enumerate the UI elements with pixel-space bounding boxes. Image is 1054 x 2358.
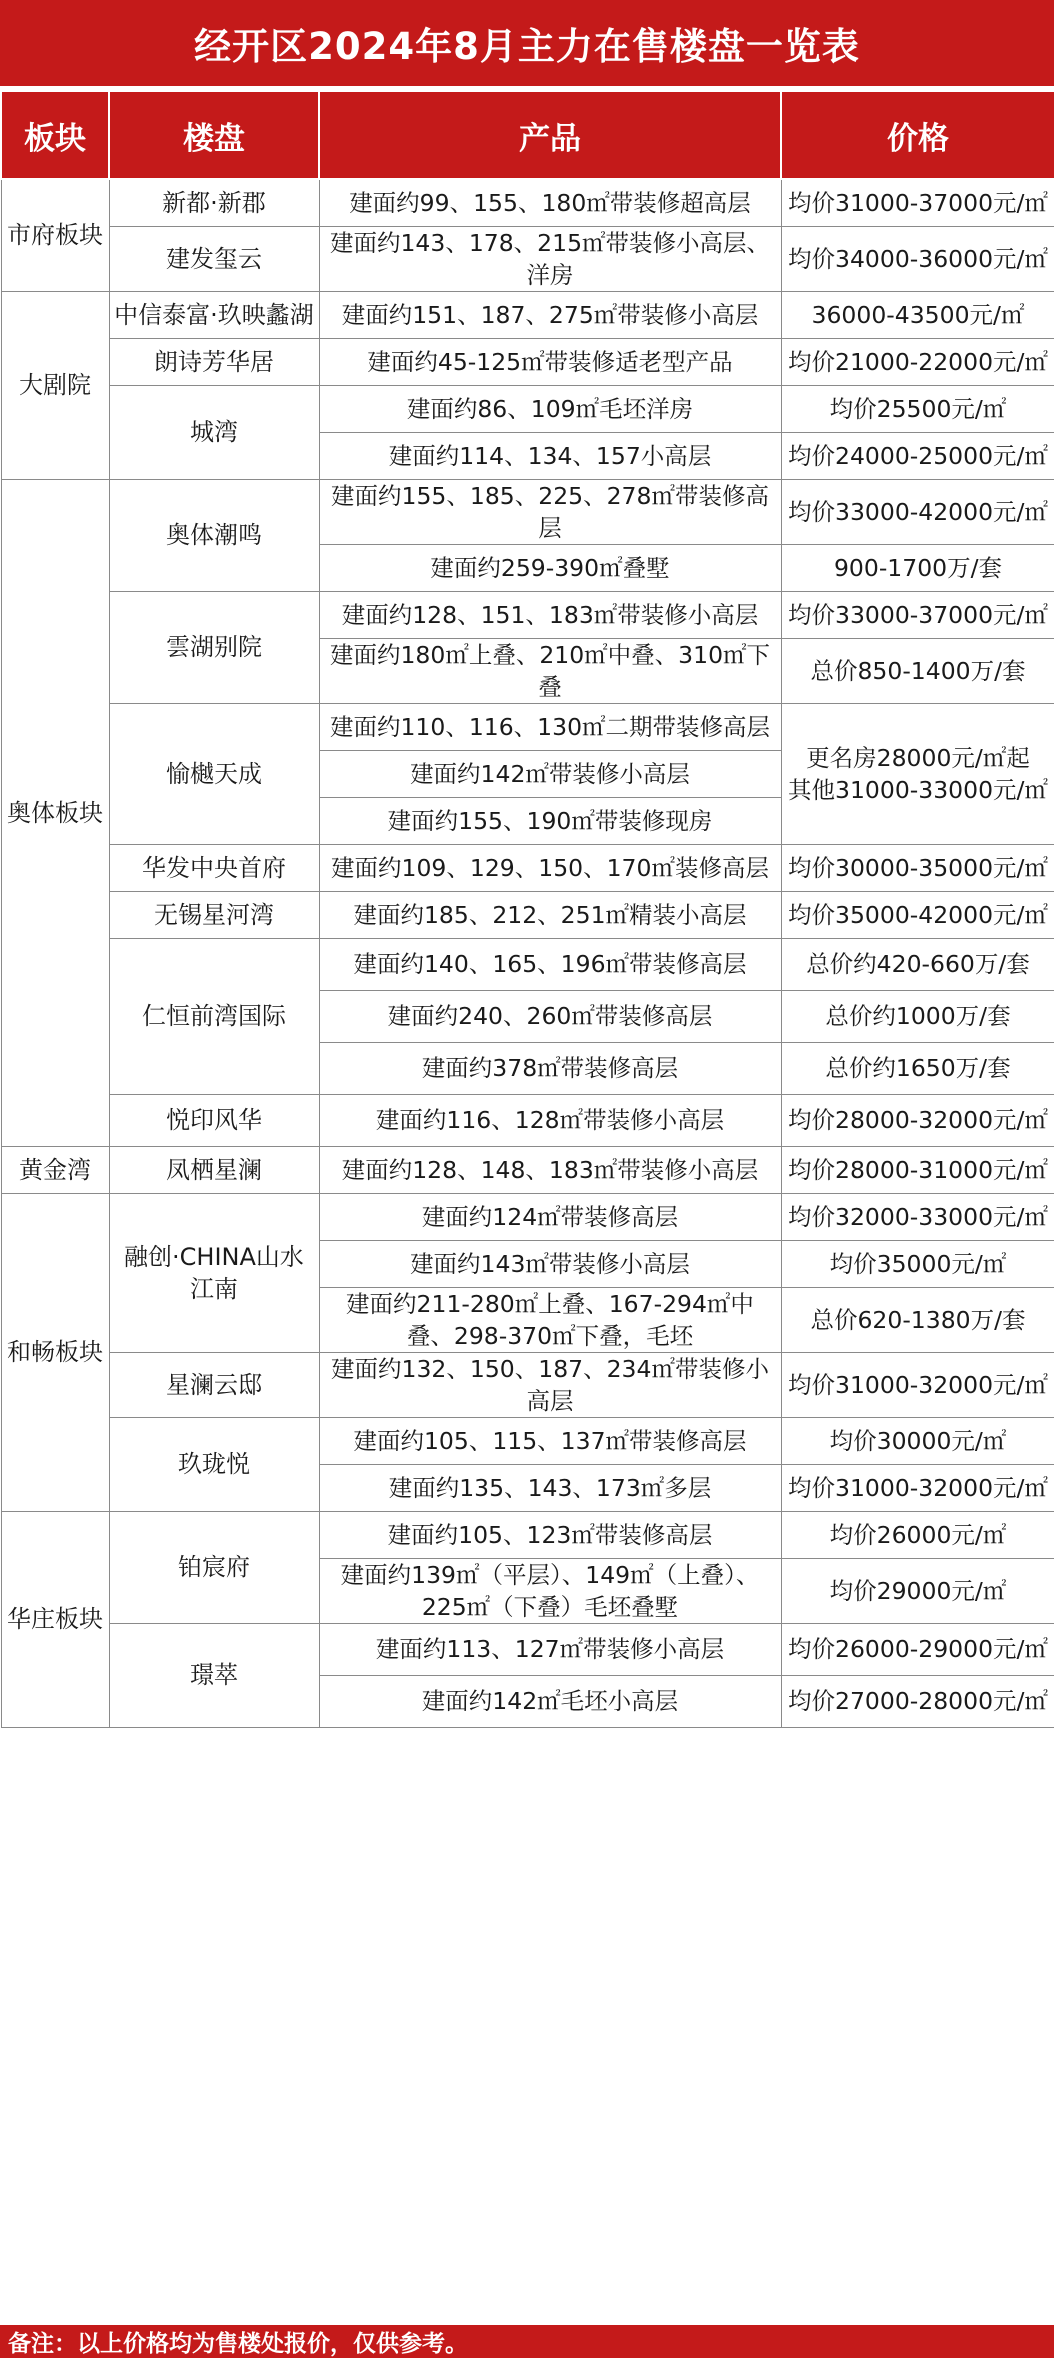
block-cell: 大剧院: [1, 291, 109, 479]
product-cell: 建面约128、151、183㎡带装修小高层: [319, 591, 781, 638]
product-cell: 建面约259-390㎡叠墅: [319, 544, 781, 591]
product-cell: 建面约86、109㎡毛坯洋房: [319, 385, 781, 432]
table-row: [1, 844, 1054, 891]
price-cell: 总价620-1380万/套: [781, 1287, 1054, 1352]
product-cell: 建面约132、150、187、234㎡带装修小高层: [319, 1352, 781, 1417]
price-cell: 总价约1000万/套: [781, 990, 1054, 1042]
header-row: [1, 91, 1054, 179]
product-cell: 建面约124㎡带装修高层: [319, 1193, 781, 1240]
product-cell: 建面约114、134、157小高层: [319, 432, 781, 479]
project-cell: 凤栖星澜: [109, 1146, 319, 1193]
product-cell: 建面约142㎡毛坯小高层: [319, 1675, 781, 1727]
price-cell: 均价27000-28000元/㎡: [781, 1675, 1054, 1727]
table-row: [1, 1417, 1054, 1464]
product-cell: 建面约143、178、215㎡带装修小高层、洋房: [319, 226, 781, 291]
product-cell: 建面约128、148、183㎡带装修小高层: [319, 1146, 781, 1193]
project-cell: 中信泰富·玖映蠡湖: [109, 291, 319, 338]
table-row: [1, 891, 1054, 938]
table-row: [1, 1146, 1054, 1193]
table-row: [1, 1623, 1054, 1675]
project-cell: 华发中央首府: [109, 844, 319, 891]
table-row: [1, 1094, 1054, 1146]
product-cell: 建面约109、129、150、170㎡装修高层: [319, 844, 781, 891]
table-row: [1, 938, 1054, 990]
project-cell: 仁恒前湾国际: [109, 938, 319, 1094]
price-cell: 36000-43500元/㎡: [781, 291, 1054, 338]
block-cell: 奥体板块: [1, 479, 109, 1146]
price-cell: 均价32000-33000元/㎡: [781, 1193, 1054, 1240]
price-cell: 均价28000-31000元/㎡: [781, 1146, 1054, 1193]
project-cell: 融创·CHINA山水江南: [109, 1193, 319, 1352]
block-cell: 黄金湾: [1, 1146, 109, 1193]
price-cell: 均价33000-42000元/㎡: [781, 479, 1054, 544]
product-cell: 建面约105、123㎡带装修高层: [319, 1511, 781, 1558]
price-cell: 均价34000-36000元/㎡: [781, 226, 1054, 291]
product-cell: 建面约185、212、251㎡精装小高层: [319, 891, 781, 938]
product-cell: 建面约211-280㎡上叠、167-294㎡中叠、298-370㎡下叠，毛坯: [319, 1287, 781, 1352]
header-project: 楼盘: [109, 91, 319, 179]
product-cell: 建面约143㎡带装修小高层: [319, 1240, 781, 1287]
table-row: [1, 1193, 1054, 1240]
project-cell: 新都·新郡: [109, 179, 319, 226]
header-price: 价格: [781, 91, 1054, 179]
price-cell: 均价26000元/㎡: [781, 1511, 1054, 1558]
price-cell: 均价21000-22000元/㎡: [781, 338, 1054, 385]
project-cell: 璟萃: [109, 1623, 319, 1727]
price-cell: 均价24000-25000元/㎡: [781, 432, 1054, 479]
project-cell: 城湾: [109, 385, 319, 479]
project-cell: 玖珑悦: [109, 1417, 319, 1511]
product-cell: 建面约142㎡带装修小高层: [319, 750, 781, 797]
table-row: [1, 1352, 1054, 1417]
price-cell: 均价26000-29000元/㎡: [781, 1623, 1054, 1675]
price-cell: 总价850-1400万/套: [781, 638, 1054, 703]
price-cell: 总价约1650万/套: [781, 1042, 1054, 1094]
project-cell: 铂宸府: [109, 1511, 319, 1623]
project-cell: 奥体潮鸣: [109, 479, 319, 591]
price-cell: [781, 703, 1054, 844]
product-cell: 建面约155、185、225、278㎡带装修高层: [319, 479, 781, 544]
price-cell: 均价35000-42000元/㎡: [781, 891, 1054, 938]
price-cell: 均价30000元/㎡: [781, 1417, 1054, 1464]
product-cell: 建面约135、143、173㎡多层: [319, 1464, 781, 1511]
product-cell: 建面约113、127㎡带装修小高层: [319, 1623, 781, 1675]
project-cell: 悦印风华: [109, 1094, 319, 1146]
price-cell: 均价31000-32000元/㎡: [781, 1464, 1054, 1511]
price-cell: 总价约420-660万/套: [781, 938, 1054, 990]
product-cell: 建面约110、116、130㎡二期带装修高层: [319, 703, 781, 750]
price-line: 更名房28000元/㎡起: [806, 743, 1030, 772]
block-cell: 和畅板块: [1, 1193, 109, 1511]
product-cell: 建面约45-125㎡带装修适老型产品: [319, 338, 781, 385]
page-title: 经开区2024年8月主力在售楼盘一览表: [0, 0, 1054, 86]
product-cell: 建面约240、260㎡带装修高层: [319, 990, 781, 1042]
product-cell: 建面约139㎡（平层）、149㎡（上叠）、225㎡（下叠）毛坯叠墅: [319, 1558, 781, 1623]
price-cell: 900-1700万/套: [781, 544, 1054, 591]
project-cell: 建发玺云: [109, 226, 319, 291]
table-row: [1, 179, 1054, 226]
block-cell: 华庄板块: [1, 1511, 109, 1727]
price-line: 其他31000-33000元/㎡: [788, 775, 1048, 804]
table-row: [1, 338, 1054, 385]
table-row: [1, 703, 1054, 750]
project-cell: 无锡星河湾: [109, 891, 319, 938]
table-row: [1, 291, 1054, 338]
table-row: [1, 591, 1054, 638]
footer-note: 备注：以上价格均为售楼处报价，仅供参考。: [0, 2325, 1054, 2358]
header-product: 产品: [319, 91, 781, 179]
listing-table: [0, 90, 1054, 1728]
project-cell: 朗诗芳华居: [109, 338, 319, 385]
header-block: 板块: [1, 91, 109, 179]
project-cell: 星澜云邸: [109, 1352, 319, 1417]
table-row: [1, 226, 1054, 291]
project-cell: 雲湖别院: [109, 591, 319, 703]
price-cell: 均价28000-32000元/㎡: [781, 1094, 1054, 1146]
price-cell: 均价25500元/㎡: [781, 385, 1054, 432]
price-cell: 均价33000-37000元/㎡: [781, 591, 1054, 638]
product-cell: 建面约116、128㎡带装修小高层: [319, 1094, 781, 1146]
product-cell: 建面约155、190㎡带装修现房: [319, 797, 781, 844]
product-cell: 建面约99、155、180㎡带装修超高层: [319, 179, 781, 226]
project-cell: 愉樾天成: [109, 703, 319, 844]
table-row: [1, 479, 1054, 544]
price-cell: 均价30000-35000元/㎡: [781, 844, 1054, 891]
table-row: [1, 1511, 1054, 1558]
product-cell: 建面约151、187、275㎡带装修小高层: [319, 291, 781, 338]
price-cell: 均价29000元/㎡: [781, 1558, 1054, 1623]
table-row: [1, 385, 1054, 432]
price-cell: 均价35000元/㎡: [781, 1240, 1054, 1287]
product-cell: 建面约105、115、137㎡带装修高层: [319, 1417, 781, 1464]
block-cell: 市府板块: [1, 179, 109, 291]
price-cell: 均价31000-37000元/㎡: [781, 179, 1054, 226]
product-cell: 建面约378㎡带装修高层: [319, 1042, 781, 1094]
price-cell: 均价31000-32000元/㎡: [781, 1352, 1054, 1417]
product-cell: 建面约180㎡上叠、210㎡中叠、310㎡下叠: [319, 638, 781, 703]
product-cell: 建面约140、165、196㎡带装修高层: [319, 938, 781, 990]
